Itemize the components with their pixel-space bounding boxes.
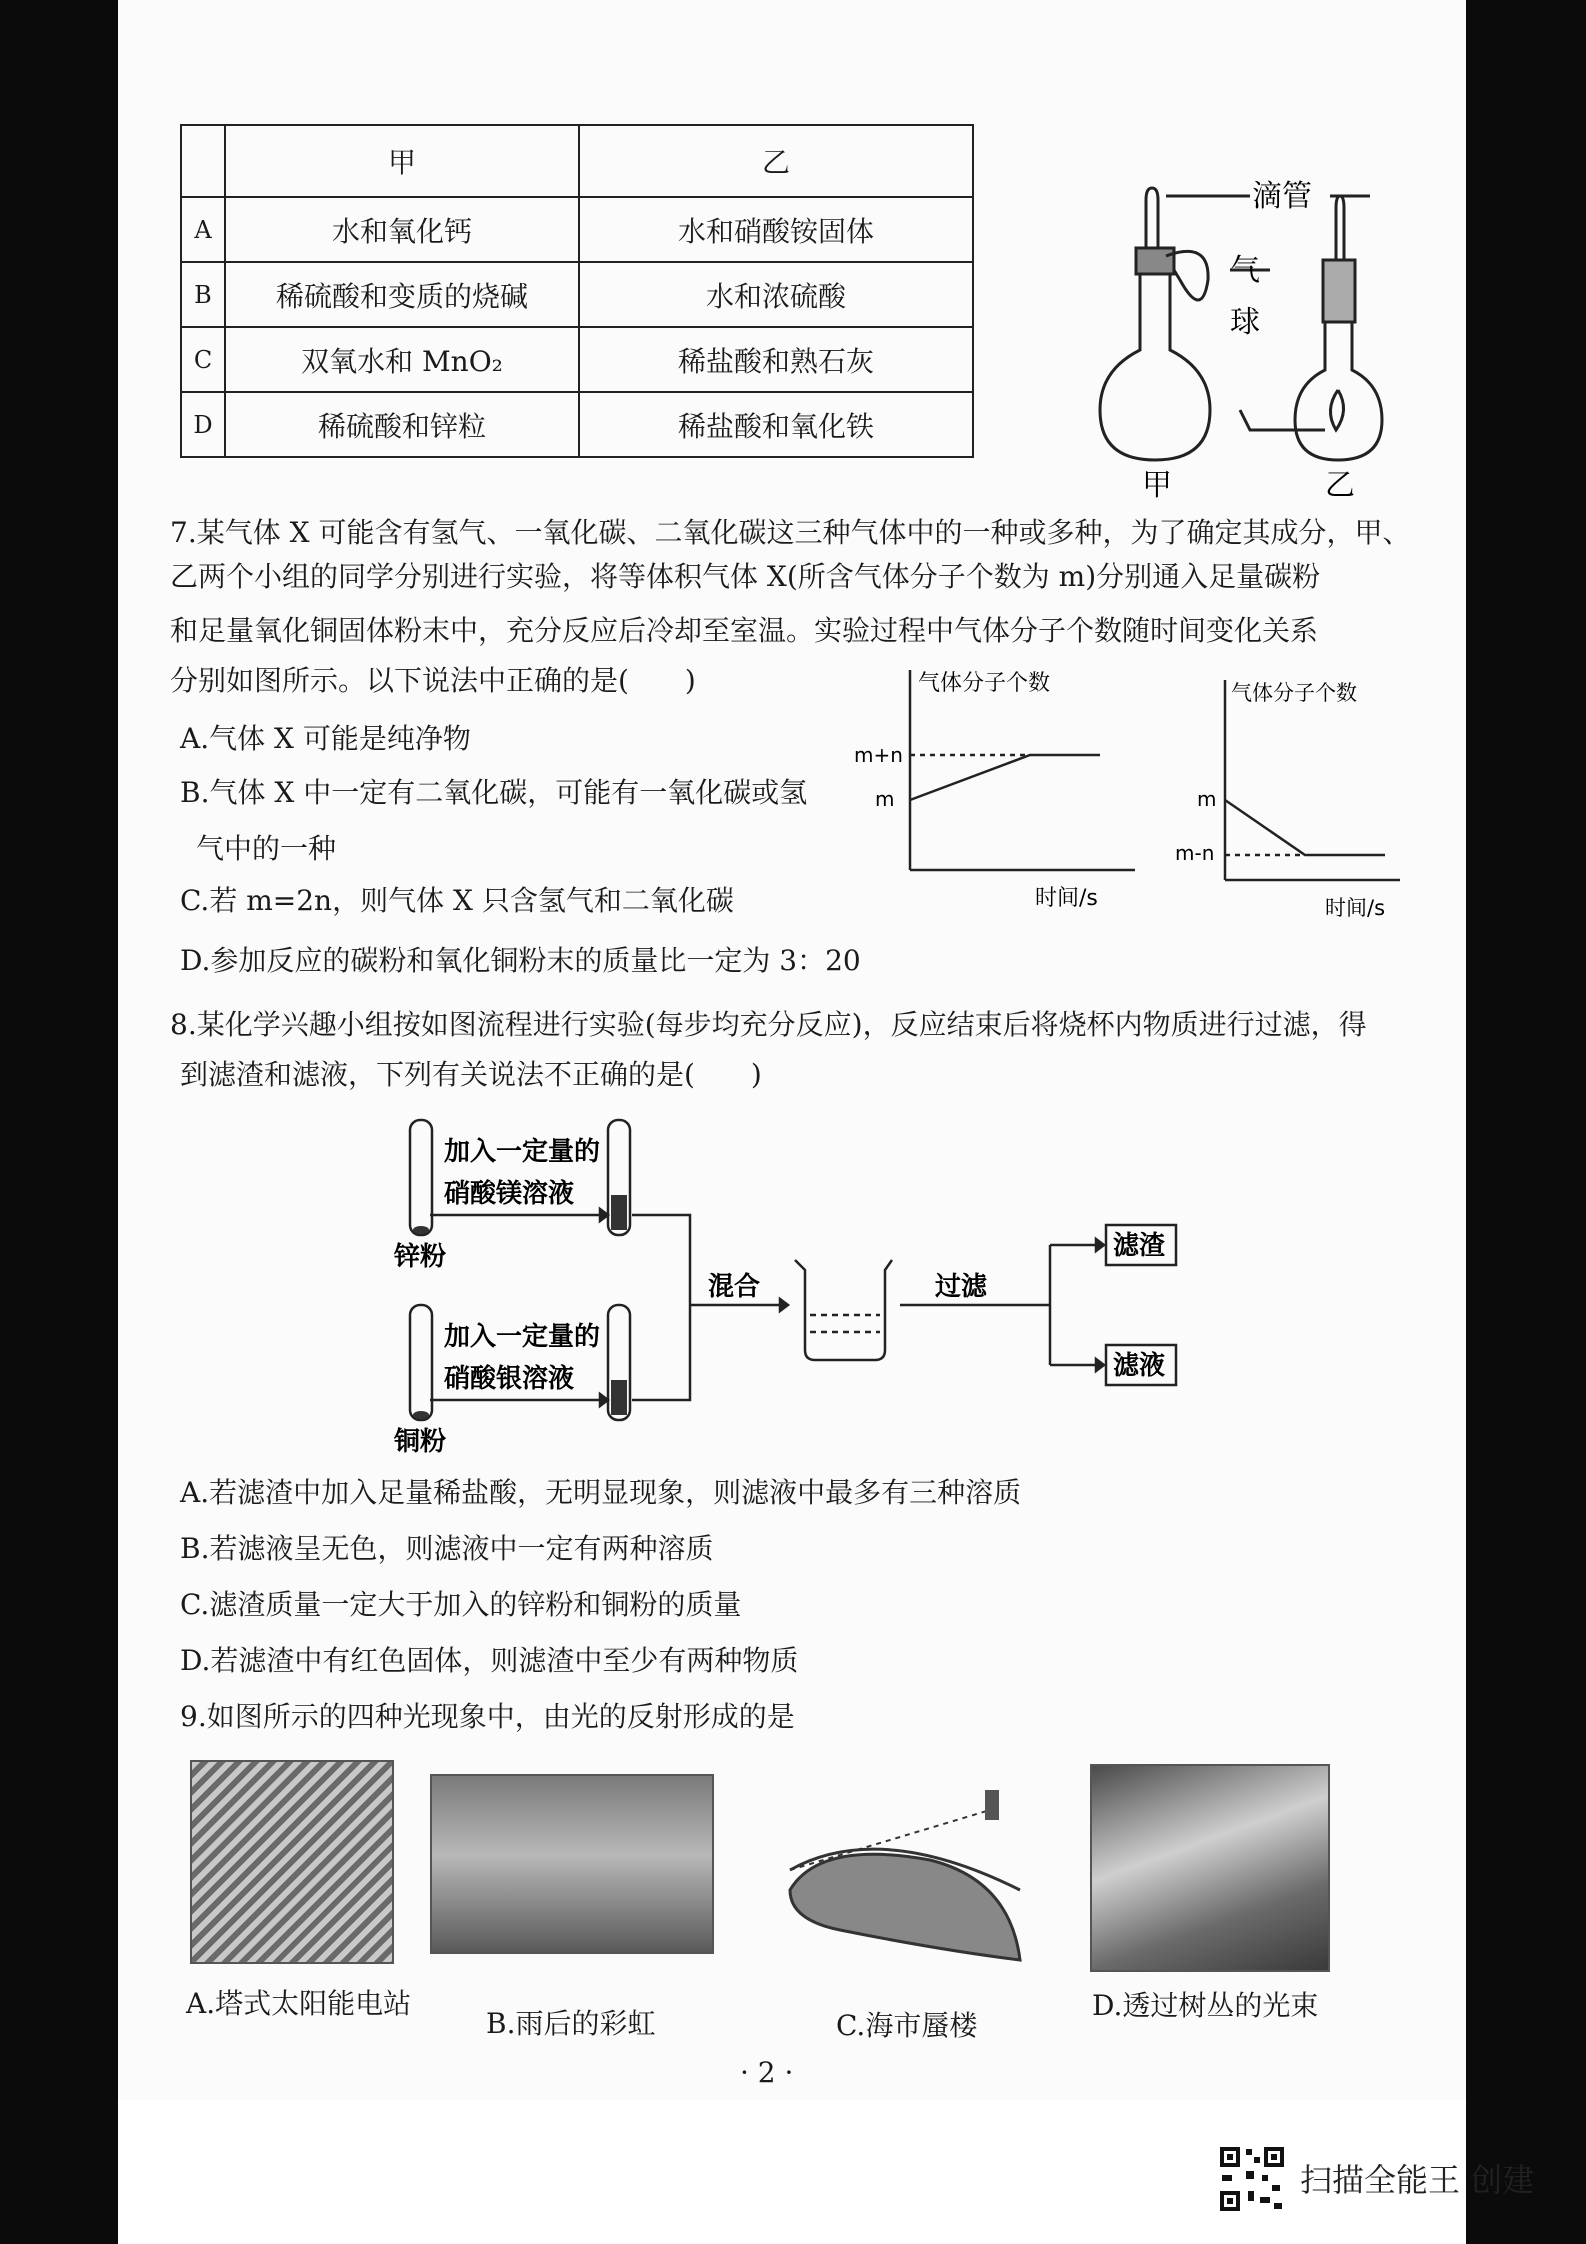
- flow-residue: 滤渣: [1113, 1231, 1166, 1261]
- q8-option-a: A.若滤渣中加入足量稀盐酸，无明显现象，则滤液中最多有三种溶质: [180, 1476, 1022, 1509]
- data-line: [910, 755, 1100, 800]
- row-label: C: [181, 327, 225, 392]
- test-tube-zinc-icon: [410, 1120, 432, 1235]
- q7-option-d: D.参加反应的碳粉和氧化铜粉末的质量比一定为 3：20: [180, 944, 861, 977]
- q9-option-a: A.塔式太阳能电站: [186, 1987, 412, 2020]
- q7-stem-line3: 和足量氧化铜固体粉末中，充分反应后冷却至室温。实验过程中气体分子个数随时间变化关系: [170, 614, 1319, 647]
- q9-option-b: B.雨后的彩虹: [486, 2007, 656, 2040]
- flow-add2-line1: 加入一定量的: [444, 1322, 601, 1352]
- data-line: [1225, 800, 1385, 855]
- qr-code-icon: [1218, 2145, 1286, 2213]
- q7-stem-line4: 分别如图所示。以下说法中正确的是( ): [170, 664, 696, 697]
- q7-option-b-line2: 气中的一种: [196, 832, 337, 865]
- flow-powder2: 铜粉: [394, 1427, 447, 1457]
- table-corner: [181, 125, 225, 197]
- cell-yi: 稀盐酸和熟石灰: [579, 327, 973, 392]
- scan-border-right: [1466, 0, 1586, 2244]
- dropper-yi-icon: [1336, 196, 1344, 260]
- photo-light-beams: [1090, 1764, 1330, 1972]
- flow-mix: 混合: [708, 1272, 761, 1302]
- q8-option-b: B.若滤液呈无色，则滤液中一定有两种溶质: [180, 1532, 714, 1565]
- flow-filter: 过滤: [935, 1272, 988, 1302]
- flow-add1-line1: 加入一定量的: [444, 1137, 601, 1167]
- page-number: · 2 ·: [740, 2056, 794, 2089]
- illustration-mirage: [780, 1780, 1030, 1970]
- x-axis-label: 时间/s: [1035, 886, 1098, 911]
- flow-diagram: [380, 1110, 1210, 1460]
- balloon-label-1: 气: [1230, 253, 1260, 288]
- table-head-jia: 甲: [225, 125, 579, 197]
- q7-option-a: A.气体 X 可能是纯净物: [180, 722, 471, 755]
- balloon-label-2: 球: [1230, 305, 1260, 340]
- stopper-yi-icon: [1323, 260, 1355, 322]
- scan-border-left: [0, 0, 118, 2244]
- q9-stem: 9.如图所示的四种光现象中，由光的反射形成的是: [180, 1700, 795, 1733]
- flow-add1-line2: 硝酸镁溶液: [444, 1179, 575, 1209]
- test-tube-copper-icon: [410, 1305, 432, 1420]
- row-label: D: [181, 392, 225, 457]
- stopper-icon: [1136, 248, 1174, 274]
- flow-powder1: 锌粉: [394, 1242, 447, 1272]
- cell-yi: 水和硝酸铵固体: [579, 197, 973, 262]
- dropper-label: 滴管: [1252, 179, 1312, 214]
- graph-yi: [1175, 670, 1405, 930]
- balloon-yi-icon: [1330, 390, 1343, 430]
- tick-m-minus-n: m-n: [1175, 841, 1215, 865]
- scanner-watermark: 扫描全能王 创建: [1300, 2161, 1535, 2199]
- q7-option-c: C.若 m=2n，则气体 X 只含氢气和二氧化碳: [180, 884, 734, 917]
- q8-stem-line2: 到滤渣和滤液，下列有关说法不正确的是( ): [180, 1058, 762, 1091]
- q8-option-d: D.若滤渣中有红色固体，则滤渣中至少有两种物质: [180, 1644, 799, 1677]
- photo-solar-tower: [190, 1760, 394, 1964]
- options-table: [180, 124, 974, 458]
- cell-yi: 水和浓硫酸: [579, 262, 973, 327]
- table-head-yi: 乙: [579, 125, 973, 197]
- q7-option-b-line1: B.气体 X 中一定有二氧化碳，可能有一氧化碳或氢: [180, 776, 808, 809]
- apparatus-diagram: [1080, 160, 1410, 500]
- dropper-icon: [1146, 188, 1158, 248]
- beaker-icon: [795, 1260, 892, 1360]
- q8-option-c: C.滤渣质量一定大于加入的锌粉和铜粉的质量: [180, 1588, 742, 1621]
- flow-add2-line2: 硝酸银溶液: [444, 1364, 575, 1394]
- cell-yi: 稀盐酸和氧化铁: [579, 392, 973, 457]
- y-axis-label: 气体分子个数: [1231, 681, 1357, 705]
- q7-stem-line2: 乙两个小组的同学分别进行实验，将等体积气体 X(所含气体分子个数为 m)分别通入足量碳粉: [170, 560, 1321, 593]
- row-label: A: [181, 197, 225, 262]
- q7-stem-line1: 7.某气体 X 可能含有氢气、一氧化碳、二氧化碳这三种气体中的一种或多种，为了确定其成分，甲、: [170, 516, 1411, 549]
- cell-jia: 双氧水和 MnO₂: [225, 327, 579, 392]
- flask-jia-label: 甲: [1142, 468, 1172, 500]
- flow-filtrate: 滤液: [1113, 1351, 1166, 1381]
- photo-rainbow: [430, 1774, 714, 1954]
- table-header-row: [181, 125, 973, 197]
- cell-jia: 稀硫酸和锌粒: [225, 392, 579, 457]
- cell-jia: 稀硫酸和变质的烧碱: [225, 262, 579, 327]
- q9-option-c: C.海市蜃楼: [836, 2009, 978, 2042]
- q8-stem-line1: 8.某化学兴趣小组按如图流程进行实验(每步均充分反应)，反应结束后将烧杯内物质进行过滤，得: [170, 1008, 1367, 1041]
- table-row: [181, 327, 973, 392]
- table-row: [181, 262, 973, 327]
- tick-m: m: [1197, 787, 1217, 811]
- graph-jia: [850, 660, 1140, 930]
- y-axis-label: 气体分子个数: [918, 671, 1051, 696]
- q9-option-d: D.透过树丛的光束: [1092, 1989, 1319, 2022]
- x-axis-label: 时间/s: [1325, 896, 1386, 920]
- row-label: B: [181, 262, 225, 327]
- cell-jia: 水和氧化钙: [225, 197, 579, 262]
- tick-m-plus-n: m+n: [854, 743, 903, 767]
- table-row: [181, 197, 973, 262]
- tick-m: m: [875, 787, 895, 811]
- table-row: [181, 392, 973, 457]
- flask-yi-label: 乙: [1325, 468, 1355, 500]
